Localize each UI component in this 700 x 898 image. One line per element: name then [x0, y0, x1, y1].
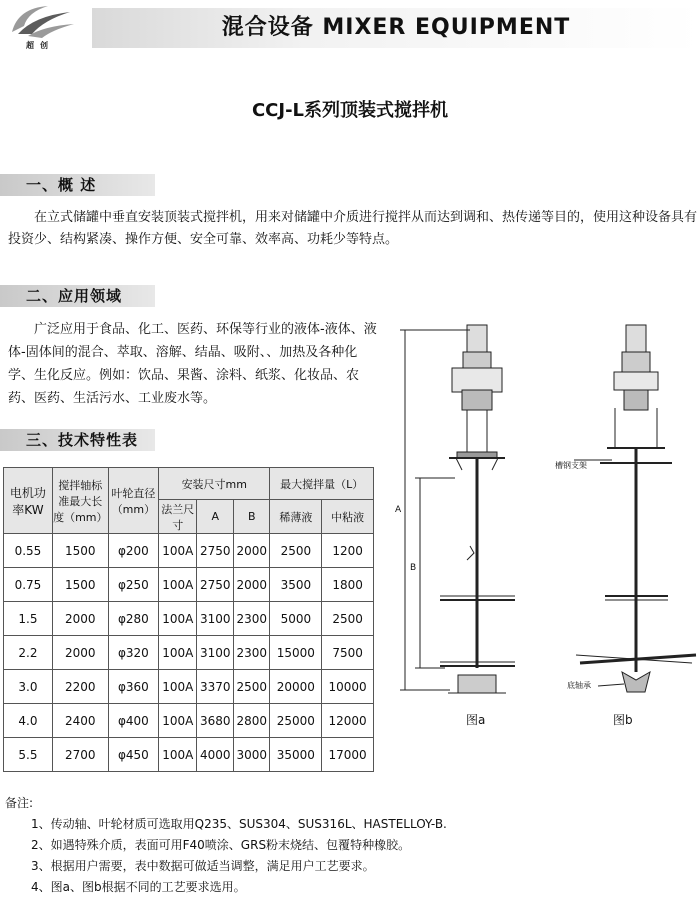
- note-item: 1、传动轴、叶轮材质可选取用Q235、SUS304、SUS316L、HASTELLOY-B.: [31, 817, 447, 831]
- header-flange: 法兰尺寸: [159, 500, 197, 534]
- table-cell: φ450: [108, 738, 158, 772]
- table-cell: 100A: [159, 568, 197, 602]
- table-cell: 2200: [52, 670, 108, 704]
- table-cell: 10000: [322, 670, 374, 704]
- header-shaft-length: 搅拌轴标准最大长度（mm）: [52, 468, 108, 534]
- dim-a-label: A: [395, 505, 402, 515]
- table-cell: 17000: [322, 738, 374, 772]
- table-cell: 100A: [159, 636, 197, 670]
- overview-paragraph: 在立式储罐中垂直安装顶装式搅拌机，用来对储罐中介质进行搅拌从而达到调和、热传递等目的，使用这种设备具有投资少、结构紧凑、操作方便、安全可靠、效率高、功耗少等特点。: [8, 210, 698, 247]
- header-viscous-liquid: 中粘液: [322, 500, 374, 534]
- spec-table: [3, 467, 374, 772]
- table-cell: 100A: [159, 602, 197, 636]
- table-cell: 3370: [197, 670, 234, 704]
- figure-b-label: 图b: [613, 713, 633, 727]
- header-banner: [92, 8, 700, 48]
- table-cell: 2000: [233, 568, 270, 602]
- table-cell: 3100: [197, 602, 234, 636]
- table-cell: 5.5: [4, 738, 53, 772]
- note-item: 2、如遇特殊介质，表面可用F40喷涂、GRS粉末烧结、包覆特种橡胶。: [31, 838, 411, 852]
- table-header-row: [4, 468, 374, 500]
- table-cell: 7500: [322, 636, 374, 670]
- figure-a-label: 图a: [466, 713, 486, 727]
- header-thin-liquid: 稀薄液: [270, 500, 322, 534]
- section-header-specs: [0, 429, 155, 451]
- table-cell: φ250: [108, 568, 158, 602]
- notes-section: [5, 793, 565, 898]
- page-header: [0, 0, 700, 52]
- logo-swoosh-icon: [4, 2, 76, 42]
- table-cell: 2500: [322, 602, 374, 636]
- table-cell: 5000: [270, 602, 322, 636]
- table-cell: 3.0: [4, 670, 53, 704]
- table-cell: 35000: [270, 738, 322, 772]
- table-cell: 100A: [159, 738, 197, 772]
- table-cell: 0.55: [4, 534, 53, 568]
- table-cell: φ320: [108, 636, 158, 670]
- bottom-bearing-label: 底轴承: [567, 681, 591, 690]
- table-row: [4, 704, 374, 738]
- table-cell: 2300: [233, 602, 270, 636]
- header-a: A: [197, 500, 234, 534]
- table-cell: 15000: [270, 636, 322, 670]
- product-title: CCJ-L系列顶装式搅拌机: [251, 100, 449, 121]
- table-cell: 2500: [270, 534, 322, 568]
- table-cell: φ360: [108, 670, 158, 704]
- mixer-diagrams: [385, 318, 700, 730]
- table-cell: φ200: [108, 534, 158, 568]
- table-cell: 2400: [52, 704, 108, 738]
- header-install-size: 安装尺寸mm: [159, 468, 270, 500]
- table-cell: 25000: [270, 704, 322, 738]
- header-title: 混合设备 MIXER EQUIPMENT: [221, 15, 571, 40]
- table-cell: 2750: [197, 568, 234, 602]
- table-cell: 2000: [52, 636, 108, 670]
- table-cell: 1200: [322, 534, 374, 568]
- section-header-overview: [0, 174, 155, 196]
- table-cell: 2000: [233, 534, 270, 568]
- logo-text: 超创: [26, 41, 54, 50]
- table-cell: 3100: [197, 636, 234, 670]
- table-cell: 3000: [233, 738, 270, 772]
- table-row: [4, 568, 374, 602]
- table-cell: 3680: [197, 704, 234, 738]
- table-cell: 2.2: [4, 636, 53, 670]
- note-item: 4、图a、图b根据不同的工艺要求选用。: [31, 880, 246, 894]
- applications-paragraph: 广泛应用于食品、化工、医药、环保等行业的液体-液体、液体-固体间的混合、萃取、溶解、结晶、吸附、、加热及各种化学、生化反应。例如：饮品、果酱、涂料、纸浆、化妆品、农药、医药、生活污水、工业废水等。: [8, 322, 377, 406]
- notes-title: 备注:: [5, 796, 34, 810]
- table-cell: 1800: [322, 568, 374, 602]
- table-cell: 2750: [197, 534, 234, 568]
- table-cell: 100A: [159, 670, 197, 704]
- table-cell: 4.0: [4, 704, 53, 738]
- table-row: [4, 670, 374, 704]
- table-cell: 3500: [270, 568, 322, 602]
- table-row: [4, 602, 374, 636]
- header-max-volume: 最大搅拌量（L）: [270, 468, 374, 500]
- note-item: 3、根据用户需要，表中数据可做适当调整，满足用户工艺要求。: [31, 859, 375, 873]
- header-impeller: 叶轮直径（mm）: [108, 468, 158, 534]
- table-row: [4, 534, 374, 568]
- channel-support-label: 槽钢支架: [555, 461, 587, 470]
- header-power: 电机功率KW: [4, 468, 53, 534]
- section-header-applications: [0, 285, 155, 307]
- table-cell: 2800: [233, 704, 270, 738]
- table-cell: 12000: [322, 704, 374, 738]
- table-cell: 1.5: [4, 602, 53, 636]
- figure-b-drawing: [574, 325, 696, 692]
- section-title: 三、技术特性表: [26, 431, 139, 449]
- table-cell: 2300: [233, 636, 270, 670]
- header-b: B: [233, 500, 270, 534]
- company-logo: [4, 2, 76, 52]
- table-row: [4, 738, 374, 772]
- table-cell: 1500: [52, 534, 108, 568]
- section-title: 一、概 述: [26, 176, 97, 194]
- table-cell: 100A: [159, 704, 197, 738]
- section-title: 二、应用领域: [26, 287, 123, 305]
- table-cell: 2000: [52, 602, 108, 636]
- table-cell: 1500: [52, 568, 108, 602]
- figure-a-drawing: [400, 325, 515, 693]
- table-cell: φ400: [108, 704, 158, 738]
- table-cell: 20000: [270, 670, 322, 704]
- table-cell: 0.75: [4, 568, 53, 602]
- dim-b-label: B: [410, 563, 417, 573]
- table-cell: 4000: [197, 738, 234, 772]
- table-cell: φ280: [108, 602, 158, 636]
- table-cell: 2700: [52, 738, 108, 772]
- table-cell: 2500: [233, 670, 270, 704]
- table-cell: 100A: [159, 534, 197, 568]
- table-row: [4, 636, 374, 670]
